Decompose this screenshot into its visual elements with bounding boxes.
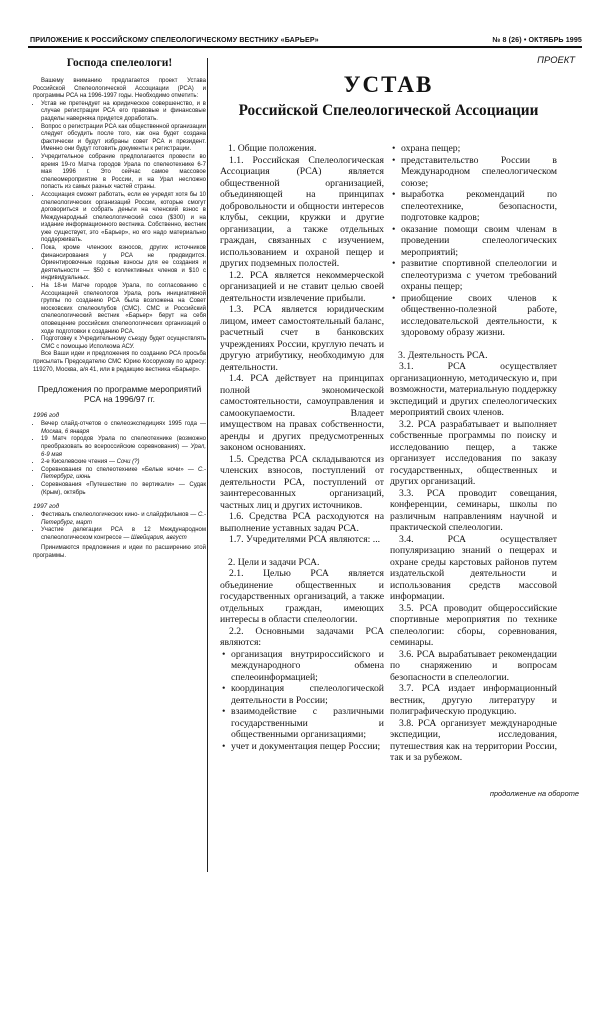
task-item: • координация спелеологической деятельности в России; [231,683,384,706]
program-event: • 19 Матч городов Урала по спелеотехнике (возможно преобразовать во всероссийские соревнования) — Урал, 6-9 мая [41,436,206,459]
program-title: Предложения по программе мероприятий РСА на 1996/97 гг. [37,384,202,405]
sidebar-title: Господа спелеологи! [66,57,173,69]
program-events-1997 [33,512,206,561]
task-item: • взаимодействие с различными государственными и общественными организациями; [231,706,384,741]
charter-paragraph: 3.8. РСА организует международные экспедиции, исследования, путешествия как на территории России, так и за рубежом. [390,717,557,763]
sidebar-body [33,78,206,374]
charter-paragraph: 3.3. РСА проводит совещания, конференции, семинары, школы по различным направлениям научной и практической спелеологии. [390,487,557,533]
charter-paragraph: 3.7. РСА издает информационный вестник, другую литературу и полиграфическую продукцию. [390,683,557,717]
section-heading: 3. Деятельность РСА. [398,349,488,361]
task-item: • охрана пещер; [401,143,557,155]
sidebar-note: • Ассоциация сможет работать, если ее учредят хотя бы 10 спелеологических организаций России, которые смогут договориться и собрать деньги на членский взнос в Международный спелеологический союз ($300) и на издание информационного вестника. Собственно, вестник уже существует, это «Барьер», но его надо материально поддерживать. [41,192,206,245]
sidebar-closing: Все Ваши идеи и предложения по созданию РСА просьба присылать Председателю СМС Юрию Косорукову по адресу: 119270, Москва, а/я 41, или в редакцию вестника «Барьер». [33,351,206,373]
program-events-1996 [33,421,206,497]
charter-paragraph: 1.1. Российская Спелеологическая Ассоциация (РСА) является общественной организацией, объединяющей на принципах добровольности и общности интересов клубы, секции, кружки и другие организации, а также отдельных граждан, связанных с изучением, использованием и охраной пещер и других подземных полостей. [220,154,384,269]
running-header-right: № 8 (26) • ОКТЯБРЬ 1995 [492,36,582,44]
sidebar-note: • Пока, кроме членских взносов, других источников финансирования у РСА не предвидится. Ориентировочные годовые взносы для ее создания и деятельности — $50 с коллективных членов и $10 с индивидуальных. [41,245,206,283]
program-year: 1997 год [33,503,60,511]
charter-heading [220,72,557,121]
tasks-list-continued [390,143,557,339]
program-event: • Соревнования по спелеотехнике «Белые ночи» — С.-Петербург, июнь [41,467,206,482]
charter-paragraph: 3.2. РСА разрабатывает и выполняет собственные программы по поиску и исследованию пещер, а также организует исследования по заказу государственных, общественных и других организаций. [390,418,557,487]
project-label: ПРОЕКТ [537,54,575,65]
program-event: • Вечер слайд-отчетов о спелеоэкспедициях 1995 года — Москва, 6 января [41,421,206,436]
sidebar-intro: Вашему вниманию предлагается проект Устава Российской Спелеологической Ассоциации (РСА) и программы РСА на 1996-1997 годы. Необходимо отметить: [33,78,206,100]
column-divider [207,58,208,872]
task-item: • учет и документация пещер России; [231,741,384,753]
sidebar-notes [33,101,206,352]
charter-paragraph: 1.5. Средства РСА складываются из членских взносов, поступлений от деятельности РСА, поступлений от заинтересованных организаций, частных лиц и других источников. [220,453,384,511]
running-header-left: ПРИЛОЖЕНИЕ К РОССИЙСКОМУ СПЕЛЕОЛОГИЧЕСКОМУ ВЕСТНИКУ «БАРЬЕР» [30,36,319,44]
task-item: • оказание помощи своим членам в проведении спелеологических мероприятий; [401,224,557,259]
charter-paragraph: 3.1. РСА осуществляет организационную, методическую и, при возможности, материальную поддержку экспедиций и других спелеологических мероприятий своих членов. [390,361,557,418]
charter-column-right [390,143,557,803]
program-year: 1996 год [33,412,60,420]
sidebar-note: • Устав не претендует на юридическое совершенство, и в случае регистрации РСА его правовые и финансовые разделы наверняка придется доработать. [41,101,206,124]
sidebar-note: • Вопрос о регистрации РСА как общественной организации следует обсудить после того, как она будет создана фактически и будут избраны совет РСА и президент. Именно они будут готовить документы к регистрации. [41,124,206,154]
sidebar-note: • Учредительное собрание предполагается провести во время 19-го Матча городов Урала по спелеотехнике 6-7 мая 1996 г. Это сейчас самое массовое спелеомероприятие в России, и на Урал несложно попасть из самых разных частей страны. [41,154,206,192]
charter-paragraph: 3.4. РСА осуществляет популяризацию знаний о пещерах и охране среды карстовых районов путем издательской деятельности и использования средств массовой информации. [390,533,557,602]
program-footer: Принимаются предложения и идеи по расширению этой программы. [33,545,206,560]
section-heading: 1. Общие положения. [228,143,317,154]
task-item: • приобщение своих членов к общественно-полезной работе, исследовательской деятельности, к здоровому образу жизни. [401,293,557,339]
program-event: • Участие делегации РСА в 12 Международном спелеологическом конгрессе — Швейцария, август [41,527,206,542]
header-rule [28,46,582,48]
charter-column-left [220,143,384,752]
charter-subtitle: Российской Спелеологической Ассоциации [238,102,539,119]
charter-title: УСТАВ [343,72,434,97]
charter-paragraph: 2.1. Целью РСА является объединение общественных и государственных организаций, а также отдельных граждан, имеющих интересы в области спелеологии. [220,568,384,625]
charter-paragraph: 1.4. РСА действует на принципах полной экономической самостоятельности, самоуправления и самоокупаемости. Владеет имуществом на правах собственности, аренды и других предусмотренных законом основаниях. [220,373,384,453]
sidebar-note: • На 18-м Матче городов Урала, по согласованию с Ассоциацией спелеологов Урала, роль инициативной группы по созданию РСА была возложена на Совет московских спелеоклубов (СМС). СМС и Российский спелеологический вестник «Барьер» берут на себя оповещение российских спелеологических организаций о ходе подготовки к созданию РСА. [41,283,206,336]
charter-paragraph: 2.2. Основными задачами РСА являются: [220,625,384,648]
sidebar-column [33,57,206,872]
charter-paragraph: 1.6. Средства РСА расходуются на выполнение уставных задач РСА. [220,511,384,534]
tasks-list [220,649,384,753]
charter-paragraph: 1.3. РСА является юридическим лицом, имеет самостоятельный баланс, расчетный счет в банковских учреждениях России, круглую печать и другую атрибутику, необходимую для деятельности. [220,304,384,373]
program-event: • Фестиваль спелеологических кино- и слайдфильмов — С.-Петербург, март [41,512,206,527]
program-event: • 2-е Киселевские чтения — Сочи (?) [41,459,206,467]
charter-paragraph: 3.5. РСА проводит общероссийские спортивные мероприятия по технике спелеологии: сборы, соревнования, семинары. [390,602,557,648]
program-event: • Соревнования «Путешествие по вертикали» — Судак (Крым), октябрь [41,482,206,497]
continued-note: продолжение на обороте [489,789,579,798]
sidebar-note: • Подготовку к Учредительному съезду будет осуществлять СМС с помощью Исполкома АСУ. [41,336,206,351]
charter-paragraph: 1.7. Учредителями РСА являются: ... [229,534,381,545]
task-item: • организация внутрироссийского и международного обмена спелеоинформацией; [231,649,384,684]
task-item: • развитие спортивной спелеологии и спелеотуризма с учетом требований охраны пещер; [401,258,557,293]
task-item: • представительство России в Международном спелеологическом союзе; [401,155,557,190]
section-heading: 2. Цели и задачи РСА. [228,556,320,568]
charter-paragraph: 3.6. РСА вырабатывает рекомендации по снаряжению и вопросам безопасности в спелеологии. [390,648,557,683]
task-item: • выработка рекомендаций по спелеотехнике, безопасности, подготовке кадров; [401,189,557,224]
charter-paragraph: 1.2. РСА является некоммерческой организацией и не ставит целью своей деятельности извлечение прибыли. [220,269,384,304]
